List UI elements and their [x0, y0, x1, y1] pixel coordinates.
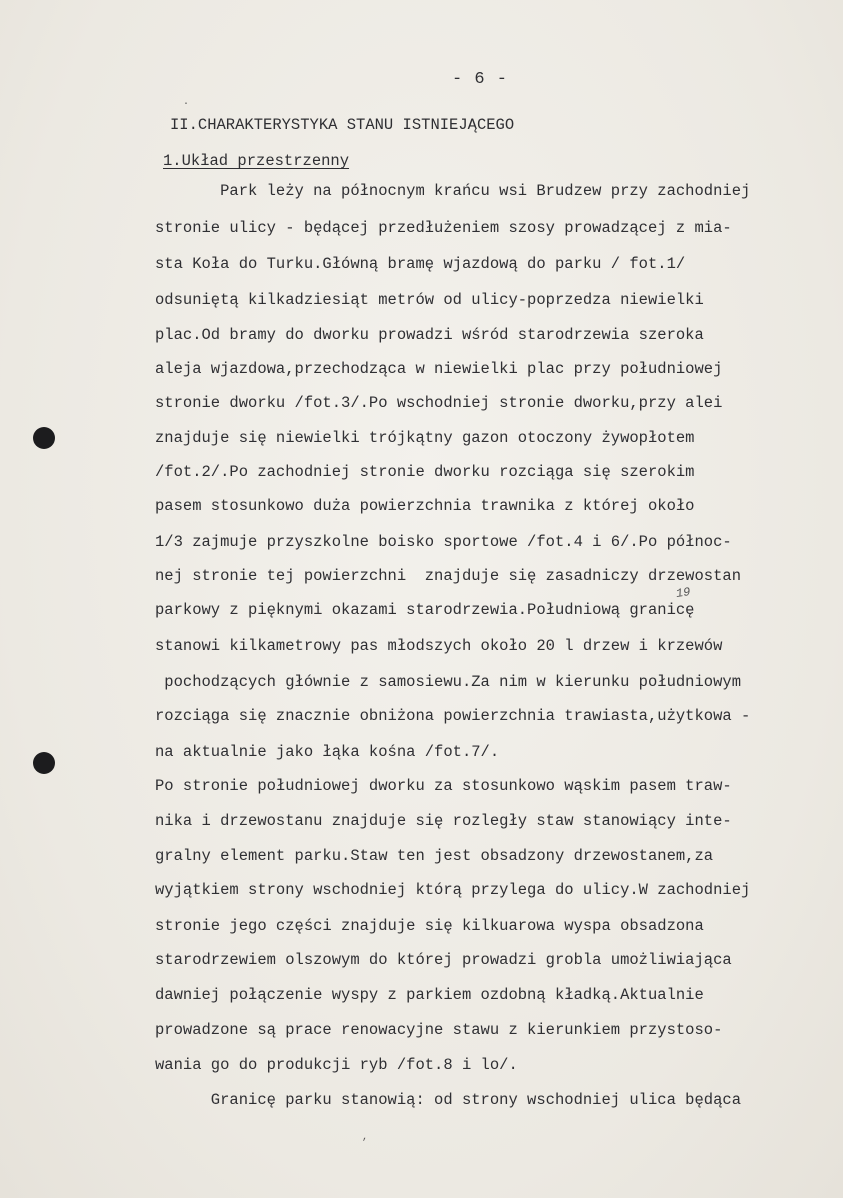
- text-line: stronie dworku /fot.3/.Po wschodniej stronie dworku,przy alei: [155, 394, 723, 412]
- text-line: plac.Od bramy do dworku prowadzi wśród starodrzewia szeroka: [155, 326, 704, 344]
- text-line: na aktualnie jako łąka kośna /fot.7/.: [155, 743, 500, 761]
- page-number: - 6 -: [452, 70, 509, 89]
- text-line: pochodzących głównie z samosiewu.Za nim w kierunku południowym: [155, 673, 741, 691]
- text-line: gralny element parku.Staw ten jest obsadzony drzewostanem,za: [155, 847, 714, 865]
- text-line: Granicę parku stanowią: od strony wschodniej ulica będąca: [155, 1091, 741, 1109]
- text-line: dawniej połączenie wyspy z parkiem ozdobną kładką.Aktualnie: [155, 986, 704, 1004]
- punch-hole-lower: [33, 752, 55, 774]
- text-line: pasem stosunkowo duża powierzchnia trawnika z której około: [155, 497, 695, 515]
- text-line: Park leży na północnym krańcu wsi Brudzew przy zachodniej: [155, 182, 751, 200]
- text-line: nika i drzewostanu znajduje się rozległy staw stanowiący inte-: [155, 812, 732, 830]
- text-line: znajduje się niewielki trójkątny gazon otoczony żywopłotem: [155, 429, 695, 447]
- text-line: nej stronie tej powierzchni znajduje się zasadniczy drzewostan: [155, 567, 741, 585]
- text-line: aleja wjazdowa,przechodząca w niewielki plac przy południowej: [155, 360, 723, 378]
- punch-hole-upper: [33, 427, 55, 449]
- text-line: prowadzone są prace renowacyjne stawu z kierunkiem przystoso-: [155, 1021, 723, 1039]
- text-line: sta Koła do Turku.Główną bramę wjazdową do parku / fot.1/: [155, 255, 686, 273]
- section-title: II.CHARAKTERYSTYKA STANU ISTNIEJĄCEGO: [170, 116, 515, 134]
- text-line: wyjątkiem strony wschodniej którą przylega do ulicy.W zachodniej: [155, 881, 751, 899]
- text-line: parkowy z pięknymi okazami starodrzewia.Południową granicę: [155, 601, 695, 619]
- text-line: 1/3 zajmuje przyszkolne boisko sportowe /fot.4 i 6/.Po północ-: [155, 533, 732, 551]
- text-line: stronie ulicy - będącej przedłużeniem szosy prowadzącej z mia-: [155, 219, 732, 237]
- handwritten-note: 19: [675, 585, 692, 601]
- text-line: stanowi kilkametrowy pas młodszych około 20 l drzew i krzewów: [155, 637, 723, 655]
- text-line: /fot.2/.Po zachodniej stronie dworku rozciąga się szerokim: [155, 463, 695, 481]
- ink-speck: ,: [362, 1132, 369, 1143]
- text-line: starodrzewiem olszowym do której prowadzi grobla umożliwiająca: [155, 951, 732, 969]
- subsection-title: 1.Układ przestrzenny: [163, 152, 350, 170]
- ink-speck: .: [183, 97, 190, 108]
- text-line: Po stronie południowej dworku za stosunkowo wąskim pasem traw-: [155, 777, 732, 795]
- text-line: stronie jego części znajduje się kilkuarowa wyspa obsadzona: [155, 917, 704, 935]
- text-line: wania go do produkcji ryb /fot.8 i lo/.: [155, 1056, 518, 1074]
- text-line: odsuniętą kilkadziesiąt metrów od ulicy-poprzedza niewielki: [155, 291, 704, 309]
- text-line: rozciąga się znacznie obniżona powierzchnia trawiasta,użytkowa -: [155, 707, 751, 725]
